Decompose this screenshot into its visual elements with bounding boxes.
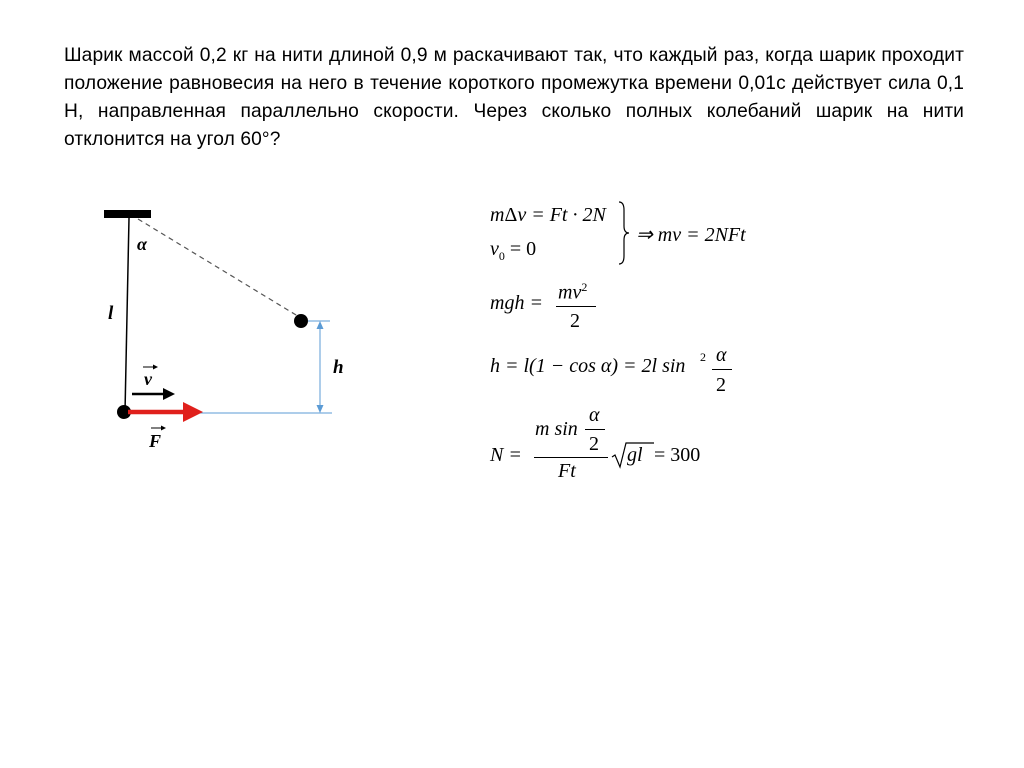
equation-energy-left: mgh = (490, 292, 543, 314)
height-label: h (333, 357, 344, 378)
ceiling-support (104, 210, 151, 218)
equation-n-sqrt-content: gl (627, 444, 643, 466)
eq2-rest: = 0 (504, 238, 537, 260)
angle-label: α (137, 234, 147, 254)
eq1-delta: Δ (504, 204, 518, 226)
eq3-num: mv (558, 281, 582, 304)
force-arrowhead (183, 402, 203, 422)
ball-deflected (294, 314, 308, 328)
equation-energy-denominator: 2 (570, 310, 580, 332)
height-arrow-up (317, 321, 324, 329)
equation-height-sup: 2 (700, 350, 706, 364)
equation-n-num-frac-num: α (589, 404, 600, 426)
velocity-vector-mark-head (153, 365, 158, 370)
equation-height-fraction-bar (712, 369, 732, 370)
equation-momentum (490, 204, 606, 227)
equation-initial-velocity (490, 238, 536, 264)
equation-n-numerator: m sin (535, 418, 578, 440)
equation-height-left: h = l(1 − cos α) = 2l sin (490, 355, 686, 377)
equation-n-left: N = (490, 444, 522, 466)
eq2-sub: 0 (498, 249, 505, 263)
equation-height-frac-den: 2 (716, 374, 726, 396)
eq2-v: v (490, 238, 499, 260)
equation-energy-numerator (558, 280, 587, 305)
eq1-rest: v = Ft · 2N (517, 204, 606, 226)
velocity-arrowhead (163, 388, 175, 400)
force-label: F (149, 431, 162, 451)
problem-text: Шарик массой 0,2 кг на нити длиной 0,9 м раскачивают так, что каждый раз, когда шарик проходит положение равновесия на него в течение короткого промежутка времени 0,01с действует сила 0,1 Н, направленная параллельно скорости. Через сколько полных колебаний шарик на нити отклонится на угол 60°? (64, 45, 964, 150)
equation-n-denominator: Ft (558, 460, 576, 482)
length-label: l (108, 303, 114, 324)
equation-n-num-frac-bar (585, 429, 605, 430)
velocity-label: v (144, 369, 152, 389)
system-brace (617, 200, 631, 266)
eq3-sup: 2 (581, 280, 588, 294)
equation-n-result: = 300 (654, 444, 701, 466)
equation-n-num-frac-den: 2 (589, 433, 599, 455)
equation-energy-fraction-bar (556, 306, 596, 307)
equation-result-momentum: ⇒ mv = 2NFt (636, 224, 746, 246)
eq1-m: m (490, 204, 505, 226)
equation-n-fraction-bar (534, 457, 608, 458)
force-vector-mark-head (161, 426, 166, 431)
thread-deflected (138, 219, 301, 318)
thread-vertical (125, 218, 129, 412)
equation-height-frac-num: α (716, 344, 727, 366)
height-arrow-down (317, 405, 324, 413)
